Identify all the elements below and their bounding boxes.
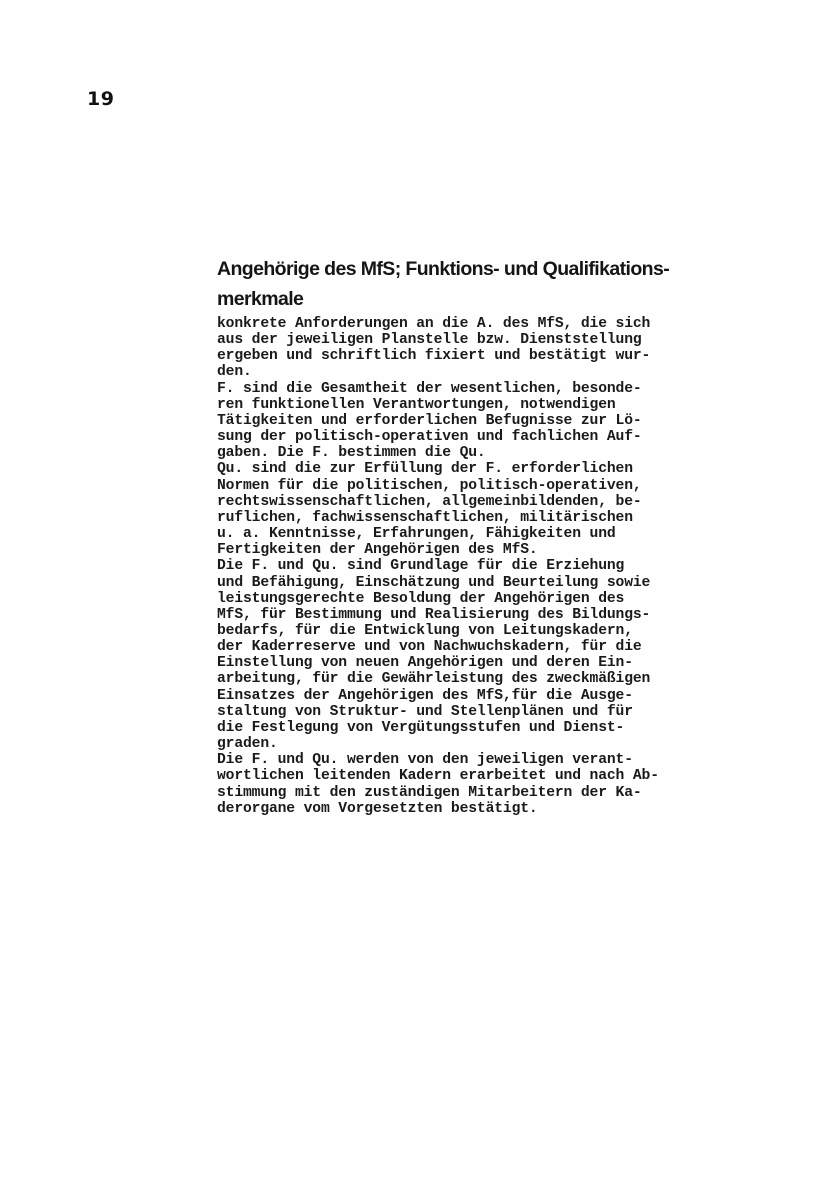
body-line: Normen für die politischen, politisch-operativen, [217, 477, 642, 494]
body-line: die Festlegung von Vergütungsstufen und Dienst- [217, 719, 625, 736]
entry-heading [217, 254, 747, 314]
body-line: Einstellung von neuen Angehörigen und deren Ein- [217, 655, 633, 672]
lexicon-entry [217, 254, 747, 817]
body-line: aus der jeweiligen Planstelle bzw. Dienststellung [217, 332, 642, 349]
body-line: rechtswissenschaftlichen, allgemeinbildenden, be- [217, 493, 642, 510]
body-line: der Kaderreserve und von Nachwuchskadern, für die [217, 639, 642, 656]
entry-body [217, 316, 747, 817]
body-line: derorgane vom Vorgesetzten bestätigt. [217, 800, 538, 817]
body-line: und Befähigung, Einschätzung und Beurteilung sowie [217, 574, 651, 591]
heading-line: Angehörige des MfS; Funktions- und Qualifikations- [217, 258, 670, 280]
body-line: u. a. Kenntnisse, Erfahrungen, Fähigkeiten und [217, 526, 616, 543]
body-line: graden. [217, 736, 278, 753]
body-line: F. sind die Gesamtheit der wesentlichen, besonde- [217, 380, 642, 397]
body-line: Tätigkeiten und erforderlichen Befugnisse zur Lö- [217, 412, 642, 429]
body-line: Die F. und Qu. werden von den jeweiligen verant- [217, 752, 633, 769]
body-line: ergeben und schriftlich fixiert und bestätigt wur- [217, 348, 651, 365]
body-line: wortlichen leitenden Kadern erarbeitet und nach Ab- [217, 768, 659, 785]
heading-line: merkmale [217, 288, 304, 310]
body-line: Qu. sind die zur Erfüllung der F. erforderlichen [217, 461, 633, 478]
body-line: ruflichen, fachwissenschaftlichen, militärischen [217, 509, 633, 526]
body-line: Einsatzes der Angehörigen des MfS,für die Ausge- [217, 687, 633, 704]
body-line: sung der politisch-operativen und fachlichen Auf- [217, 429, 642, 446]
body-line: ren funktionellen Verantwortungen, notwendigen [217, 396, 616, 413]
body-line: den. [217, 364, 252, 381]
body-line: leistungsgerechte Besoldung der Angehörigen des [217, 590, 625, 607]
body-line: Die F. und Qu. sind Grundlage für die Erziehung [217, 558, 625, 575]
page-number: 19 [87, 88, 115, 110]
body-line: MfS, für Bestimmung und Realisierung des Bildungs- [217, 606, 651, 623]
body-line: staltung von Struktur- und Stellenplänen und für [217, 703, 633, 720]
body-line: konkrete Anforderungen an die A. des MfS, die sich [217, 316, 651, 332]
body-line: bedarfs, für die Entwicklung von Leitungskadern, [217, 622, 633, 639]
body-line: Fertigkeiten der Angehörigen des MfS. [217, 542, 538, 559]
body-line: gaben. Die F. bestimmen die Qu. [217, 445, 486, 462]
body-line: arbeitung, für die Gewährleistung des zweckmäßigen [217, 671, 651, 688]
body-line: stimmung mit den zuständigen Mitarbeitern der Ka- [217, 784, 642, 801]
